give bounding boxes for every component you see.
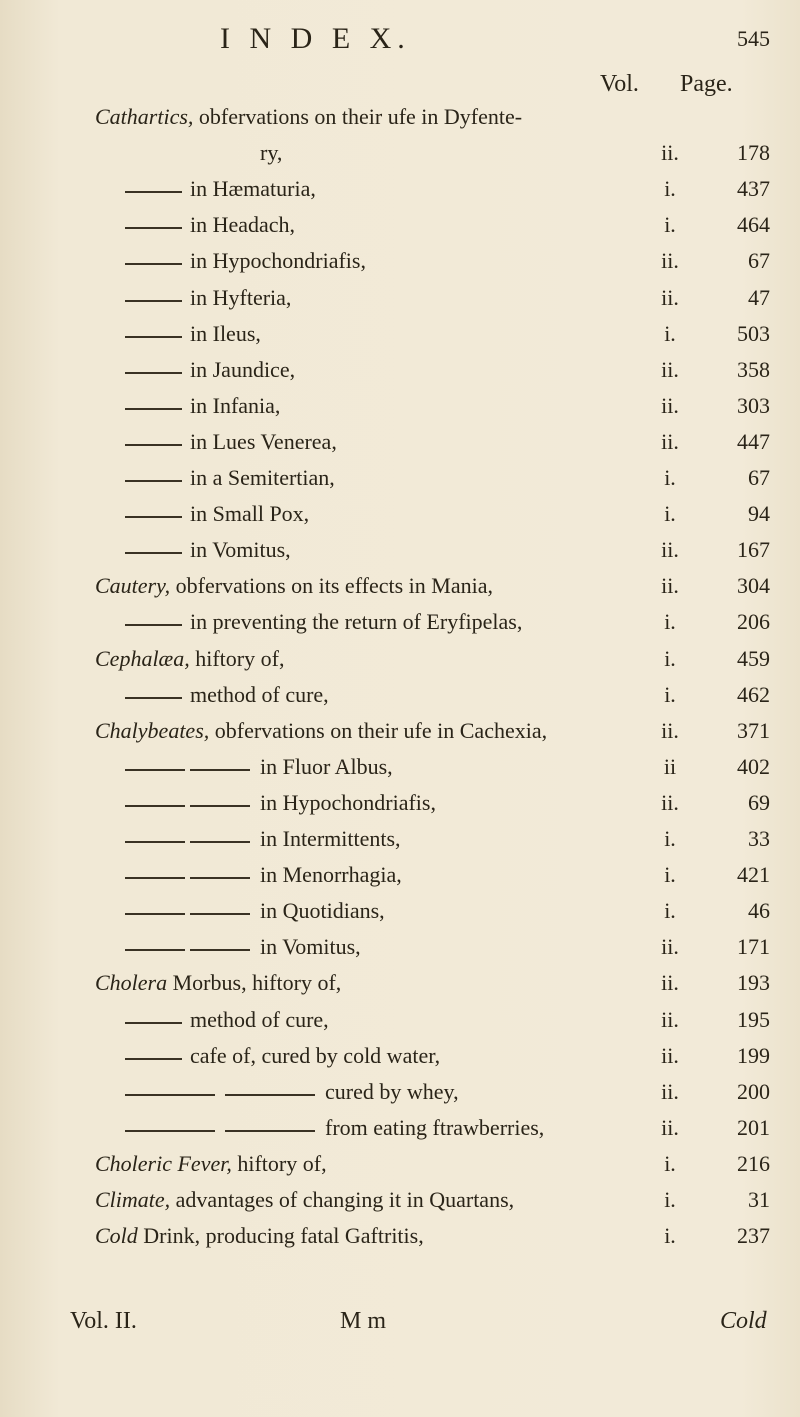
entry-text: in Fluor Albus, bbox=[260, 753, 393, 779]
ditto-dash bbox=[125, 624, 182, 626]
entry-volume: ii. bbox=[661, 1114, 679, 1140]
entry-volume: i. bbox=[664, 862, 676, 888]
entry-page: 371 bbox=[737, 717, 770, 743]
index-entry bbox=[0, 826, 800, 858]
entry-page: 421 bbox=[737, 862, 770, 888]
running-title: I N D E X. bbox=[220, 22, 411, 55]
entry-page: 437 bbox=[737, 176, 770, 202]
page-footer bbox=[0, 1308, 800, 1342]
entry-page: 199 bbox=[737, 1042, 770, 1068]
entry-page: 33 bbox=[748, 826, 770, 851]
entry-text bbox=[95, 970, 341, 996]
entry-text: from eating ftrawberries, bbox=[325, 1114, 545, 1140]
entry-volume: i. bbox=[664, 898, 676, 924]
index-entry bbox=[0, 537, 800, 569]
entry-volume: ii. bbox=[661, 573, 679, 599]
entry-page: 358 bbox=[737, 356, 770, 382]
entry-volume: i. bbox=[664, 212, 676, 238]
entry-volume: ii. bbox=[661, 789, 679, 815]
ditto-dash bbox=[125, 913, 185, 915]
index-entry bbox=[0, 140, 800, 172]
entry-heading: Cephalæa, bbox=[95, 645, 190, 671]
entry-heading: Chalybeates, bbox=[95, 717, 210, 743]
ditto-dash bbox=[125, 263, 182, 265]
entry-text bbox=[95, 104, 522, 130]
index-entry bbox=[0, 1187, 800, 1219]
entry-volume: ii. bbox=[661, 970, 679, 996]
entry-description: advantages of changing it in Quartans, bbox=[170, 1187, 515, 1212]
ditto-dash bbox=[190, 805, 250, 807]
entry-description: obfervations on their ufe in Dyfente- bbox=[193, 104, 523, 129]
ditto-dash bbox=[125, 949, 185, 951]
entry-description: Morbus, hiftory of, bbox=[167, 970, 342, 996]
entry-text bbox=[95, 573, 493, 599]
entry-text: in Infania, bbox=[190, 392, 281, 418]
entry-volume: ii. bbox=[661, 356, 679, 382]
index-entry bbox=[0, 1223, 800, 1255]
ditto-dash bbox=[125, 444, 182, 446]
entry-volume: i. bbox=[664, 645, 676, 671]
entry-description: hiftory of, bbox=[189, 645, 285, 671]
index-entry bbox=[0, 646, 800, 678]
entry-text: in Small Pox, bbox=[190, 501, 310, 527]
signature-mark: M m bbox=[340, 1308, 387, 1334]
entry-page: 171 bbox=[737, 934, 770, 960]
ditto-dash bbox=[125, 1130, 215, 1132]
catchword: Cold bbox=[720, 1308, 767, 1334]
entry-page: 201 bbox=[737, 1114, 770, 1140]
ditto-dash bbox=[125, 697, 182, 699]
entry-volume: i. bbox=[664, 1223, 676, 1249]
index-entry bbox=[0, 393, 800, 425]
entry-volume: ii bbox=[663, 753, 677, 779]
ditto-dash bbox=[125, 300, 182, 302]
ditto-dash bbox=[125, 769, 185, 771]
volume-label: Vol. II. bbox=[70, 1308, 137, 1334]
page-header bbox=[0, 22, 800, 62]
entry-volume: i. bbox=[664, 465, 676, 490]
entry-page: 459 bbox=[737, 645, 770, 671]
entry-page: 200 bbox=[737, 1078, 770, 1104]
index-entry bbox=[0, 609, 800, 641]
entry-volume: i. bbox=[664, 826, 676, 851]
entry-volume: i. bbox=[664, 681, 676, 707]
entry-heading: Cathartics, bbox=[95, 104, 194, 129]
index-entry bbox=[0, 934, 800, 966]
entry-volume: i. bbox=[664, 501, 676, 527]
entry-page: 195 bbox=[737, 1006, 770, 1032]
entry-text: in Hypochondriafis, bbox=[190, 248, 366, 274]
ditto-dash bbox=[125, 227, 182, 229]
index-entry bbox=[0, 212, 800, 244]
index-entry bbox=[0, 1043, 800, 1075]
entry-page: 206 bbox=[737, 609, 770, 635]
ditto-dash bbox=[190, 841, 250, 843]
entry-page: 178 bbox=[737, 140, 770, 166]
entry-page: 67 bbox=[748, 465, 770, 490]
entry-volume: ii. bbox=[661, 284, 679, 310]
entry-page: 31 bbox=[748, 1187, 770, 1212]
ditto-dash bbox=[225, 1094, 315, 1096]
entry-page: 464 bbox=[737, 212, 770, 238]
ditto-dash bbox=[125, 1058, 182, 1060]
entry-volume: i. bbox=[664, 1187, 676, 1212]
entry-page: 462 bbox=[737, 681, 770, 707]
entry-text bbox=[95, 646, 284, 672]
entry-text: in Hypochondriafis, bbox=[260, 789, 436, 815]
ditto-dash bbox=[190, 949, 250, 951]
entry-volume: ii. bbox=[661, 392, 679, 418]
entry-heading: Cautery, bbox=[95, 573, 171, 599]
index-entry bbox=[0, 754, 800, 786]
index-entry bbox=[0, 862, 800, 894]
entry-text: in Intermittents, bbox=[260, 826, 401, 851]
entry-heading: Choleric Fever, bbox=[95, 1150, 232, 1176]
entry-description: obfervations on its effects in Mania, bbox=[170, 573, 493, 599]
entry-heading: Cold bbox=[95, 1223, 138, 1249]
entry-volume: ii. bbox=[661, 717, 679, 743]
entry-text: method of cure, bbox=[190, 1006, 329, 1032]
entry-volume: i. bbox=[664, 1150, 676, 1176]
entry-volume: i. bbox=[664, 609, 676, 635]
page-number: 545 bbox=[737, 26, 770, 51]
entry-volume: ii. bbox=[661, 934, 679, 960]
entry-page: 402 bbox=[737, 753, 770, 779]
index-entry bbox=[0, 970, 800, 1002]
ditto-dash bbox=[125, 191, 182, 193]
entry-text: in preventing the return of Eryfipelas, bbox=[190, 609, 523, 635]
entry-volume: ii. bbox=[661, 140, 679, 166]
index-entry bbox=[0, 1079, 800, 1111]
index-entry bbox=[0, 429, 800, 461]
entry-text: ry, bbox=[260, 140, 283, 166]
ditto-dash bbox=[125, 408, 182, 410]
index-entry bbox=[0, 176, 800, 208]
index-entry bbox=[0, 321, 800, 353]
entry-text: in Headach, bbox=[190, 212, 296, 238]
entry-volume: ii. bbox=[661, 1006, 679, 1032]
index-entry bbox=[0, 248, 800, 280]
vol-column-heading: Vol. bbox=[600, 71, 639, 97]
index-entry bbox=[0, 718, 800, 750]
ditto-dash bbox=[125, 372, 182, 374]
entry-page: 167 bbox=[737, 537, 770, 563]
entry-page: 94 bbox=[748, 501, 770, 527]
ditto-dash bbox=[125, 336, 182, 338]
index-entry bbox=[0, 1007, 800, 1039]
entry-text bbox=[95, 1151, 327, 1177]
entry-page: 47 bbox=[748, 284, 770, 310]
index-entry bbox=[0, 104, 800, 136]
index-entry bbox=[0, 1151, 800, 1183]
ditto-dash bbox=[125, 1094, 215, 1096]
index-entry bbox=[0, 465, 800, 497]
entry-text bbox=[95, 718, 547, 744]
index-entry bbox=[0, 682, 800, 714]
index-entry bbox=[0, 573, 800, 605]
entry-heading: Cholera bbox=[95, 970, 168, 996]
entry-text: in Menorrhagia, bbox=[260, 862, 402, 888]
ditto-dash bbox=[125, 841, 185, 843]
entry-page: 447 bbox=[737, 428, 770, 454]
entry-volume: ii. bbox=[661, 248, 679, 274]
entry-page: 503 bbox=[737, 320, 770, 346]
entry-text: in Hyfteria, bbox=[190, 284, 292, 310]
entry-text: in Hæmaturia, bbox=[190, 176, 316, 202]
entry-text: in Lues Venerea, bbox=[190, 428, 337, 454]
entry-page: 69 bbox=[748, 789, 770, 815]
page-column-heading: Page. bbox=[680, 71, 733, 97]
ditto-dash bbox=[125, 480, 182, 482]
entry-page: 237 bbox=[737, 1223, 770, 1249]
entry-text: in Jaundice, bbox=[190, 356, 296, 382]
index-entry bbox=[0, 501, 800, 533]
index-entry bbox=[0, 898, 800, 930]
ditto-dash bbox=[190, 769, 250, 771]
entry-page: 193 bbox=[737, 970, 770, 996]
entry-text: method of cure, bbox=[190, 681, 329, 707]
entry-page: 304 bbox=[737, 573, 770, 599]
entry-description: hiftory of, bbox=[231, 1150, 327, 1176]
ditto-dash bbox=[125, 1022, 182, 1024]
entry-text: cafe of, cured by cold water, bbox=[190, 1042, 441, 1068]
ditto-dash bbox=[125, 552, 182, 554]
ditto-dash bbox=[125, 805, 185, 807]
index-entry bbox=[0, 790, 800, 822]
entry-description: obfervations on their ufe in Cachexia, bbox=[209, 717, 548, 743]
entry-volume: i. bbox=[664, 176, 676, 202]
index-entry bbox=[0, 1115, 800, 1147]
entry-text: in Ileus, bbox=[190, 320, 261, 346]
ditto-dash bbox=[125, 877, 185, 879]
entry-volume: ii. bbox=[661, 1078, 679, 1104]
entry-page: 303 bbox=[737, 392, 770, 418]
entry-text: in a Semitertian, bbox=[190, 465, 335, 490]
entry-description: Drink, producing fatal Gaftritis, bbox=[137, 1223, 424, 1249]
entry-text: cured by whey, bbox=[325, 1078, 459, 1104]
ditto-dash bbox=[125, 516, 182, 518]
entry-text: in Quotidians, bbox=[260, 898, 385, 924]
index-entry bbox=[0, 285, 800, 317]
entry-text: in Vomitus, bbox=[260, 934, 361, 960]
ditto-dash bbox=[225, 1130, 315, 1132]
ditto-dash bbox=[190, 877, 250, 879]
entry-page: 46 bbox=[748, 898, 770, 924]
entry-volume: ii. bbox=[661, 1042, 679, 1068]
entry-text bbox=[95, 1187, 514, 1213]
ditto-dash bbox=[190, 913, 250, 915]
entry-volume: ii. bbox=[661, 428, 679, 454]
entry-volume: i. bbox=[664, 320, 676, 346]
index-entry bbox=[0, 357, 800, 389]
entry-text bbox=[95, 1223, 424, 1249]
entry-volume: ii. bbox=[661, 537, 679, 563]
entry-page: 67 bbox=[748, 248, 770, 274]
entry-text: in Vomitus, bbox=[190, 537, 291, 563]
entry-page: 216 bbox=[737, 1150, 770, 1176]
entry-heading: Climate, bbox=[95, 1187, 171, 1212]
